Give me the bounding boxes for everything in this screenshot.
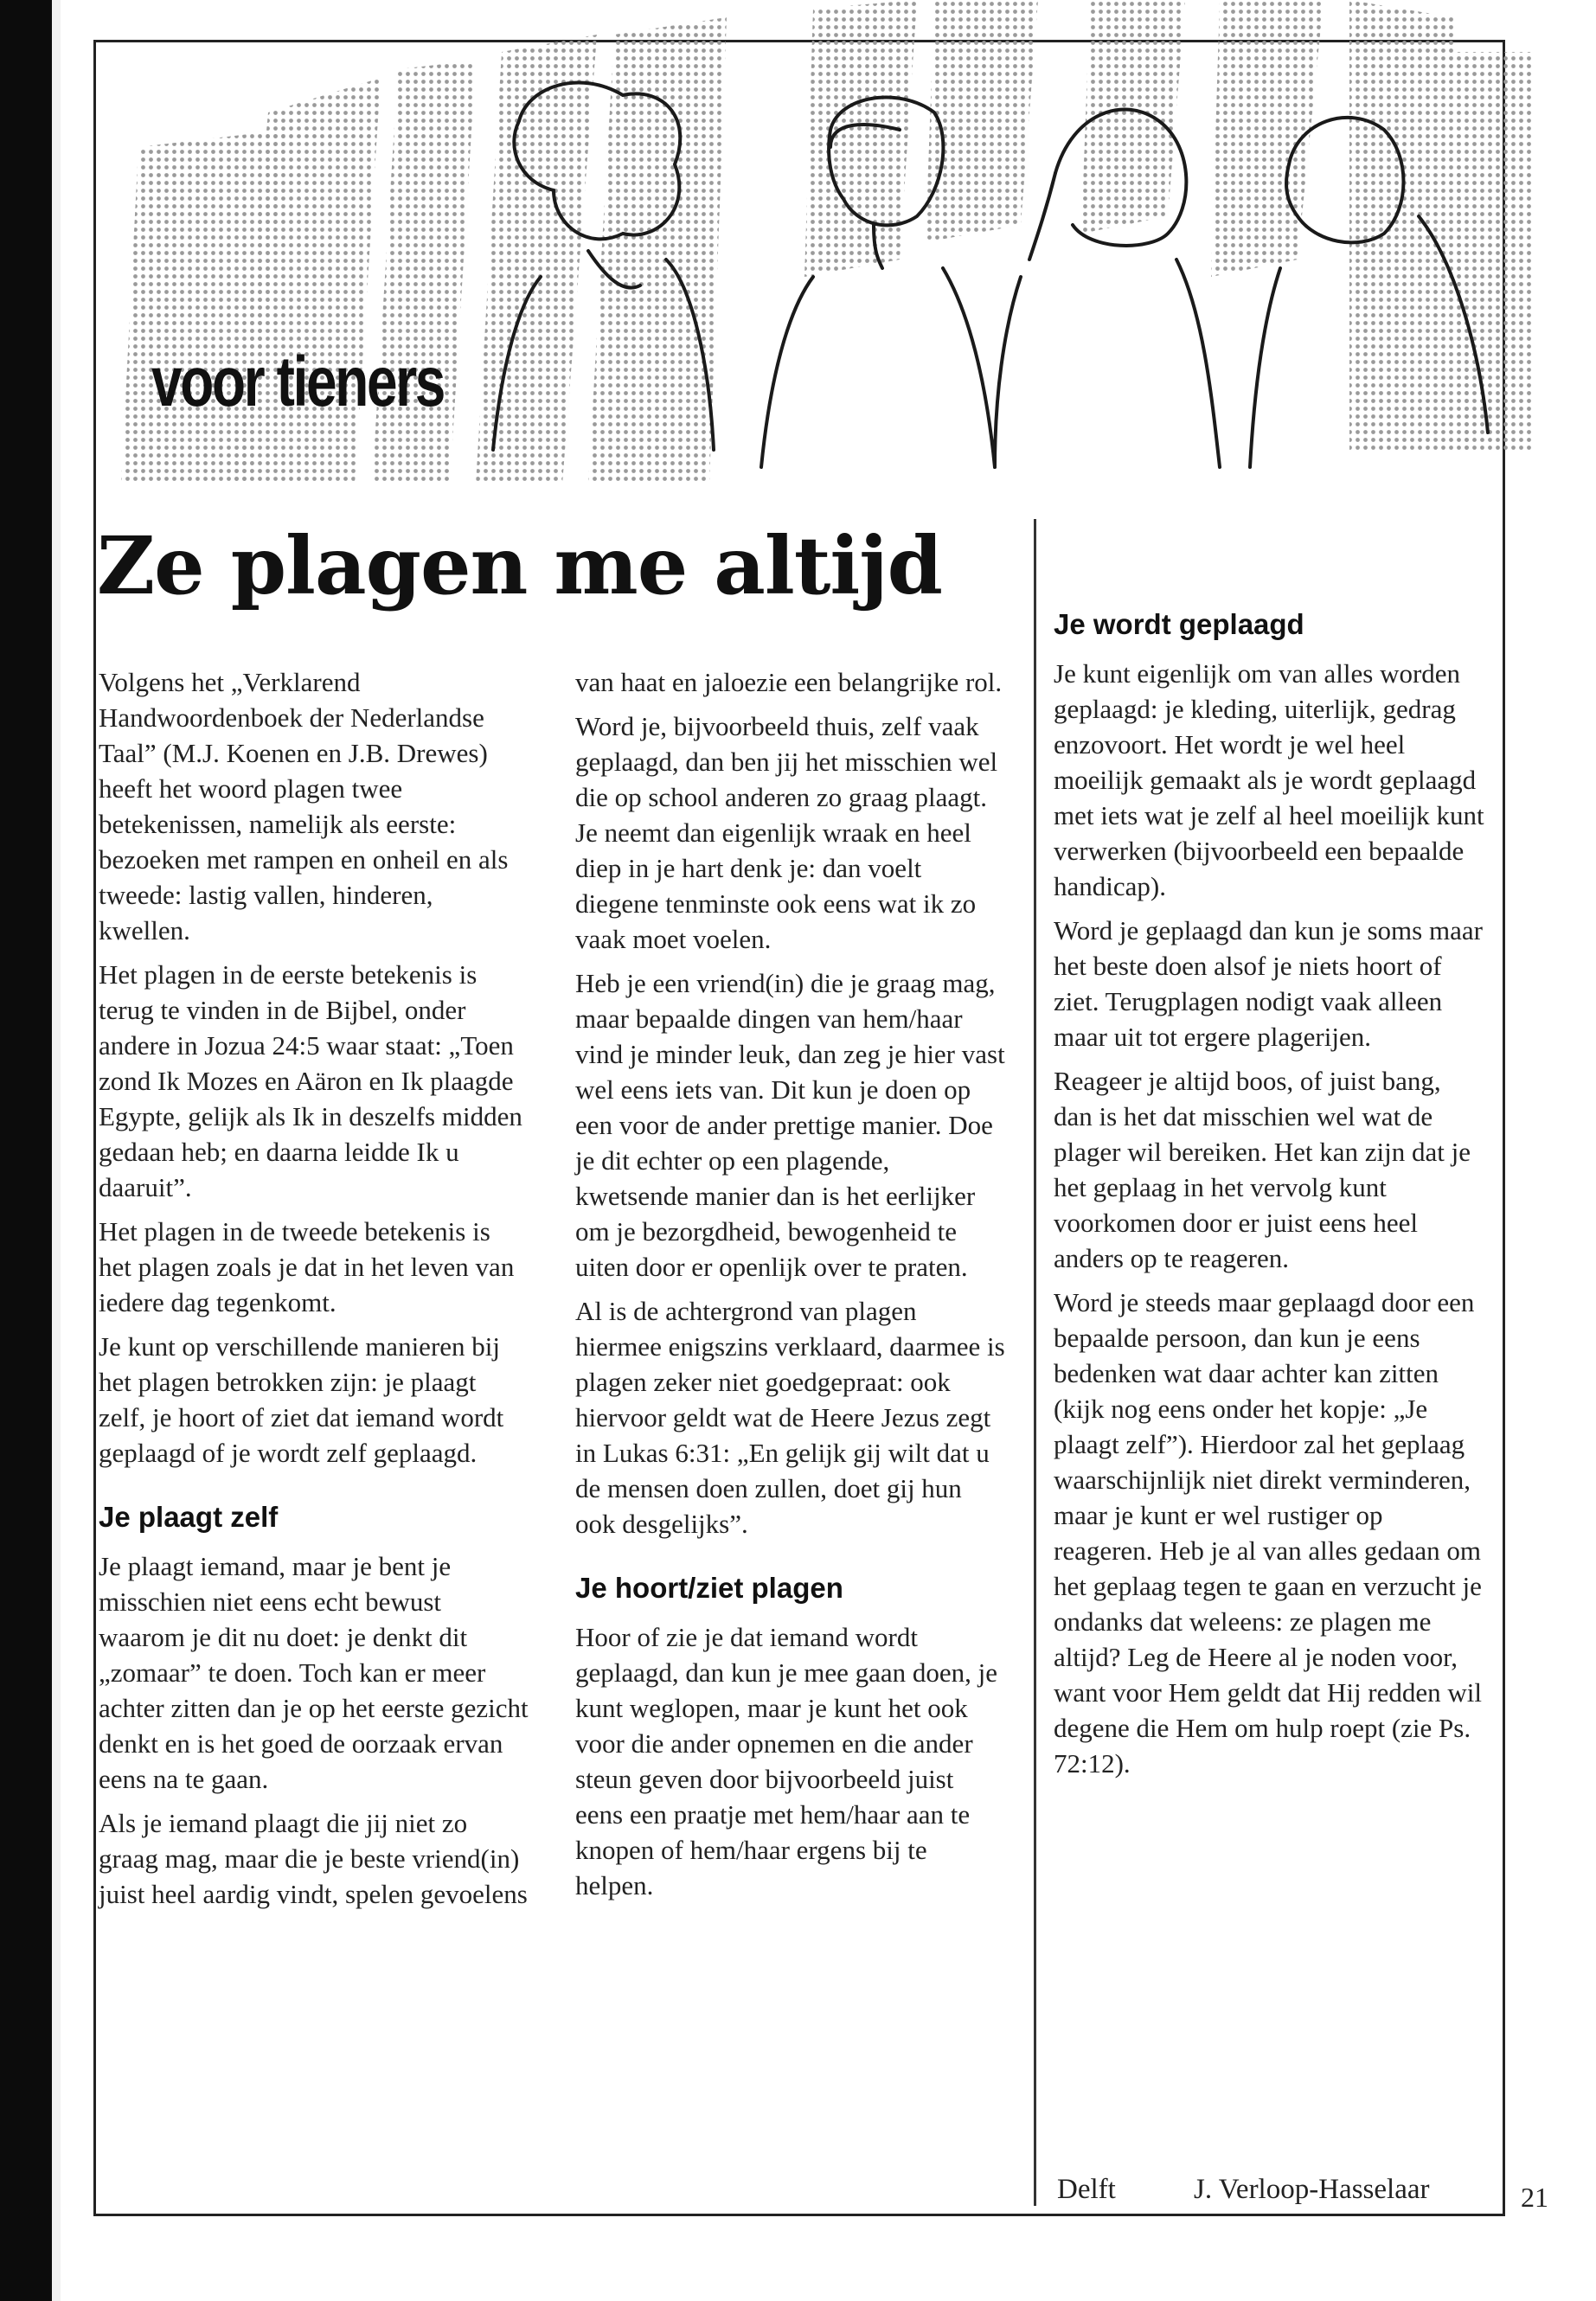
paragraph: Als je iemand plaagt die jij niet zo graag mag, maar die je beste vriend(in) juist heel aardig vindt, spelen gevoelens (99, 1808, 528, 1909)
paragraph: Reageer je altijd boos, of juist bang, dan is het dat misschien wel wat de plager wil bereiken. Het kan zijn dat je het geplaag in het vervolg kunt voorkomen door er juist eens heel anders op te reageren. (1054, 1066, 1471, 1273)
paragraph: Het plagen in de tweede betekenis is het plagen zoals je dat in het leven van iedere dag tegenkomt. (99, 1216, 515, 1317)
signature-city: Delft (1057, 2174, 1116, 2205)
paragraph: Volgens het „Verklarend Handwoordenboek der Nederlandse Taal” (M.J. Koenen en J.B. Drewes) heeft het woord plagen twee betekenissen, namelijk als eerste: bezoeken met rampen en onheil en als tweede: lastig vallen, hinderen, kwellen. (99, 667, 509, 945)
column-2 (575, 664, 1006, 1912)
article-title: Ze plagen me altijd (97, 519, 942, 612)
paragraph: van haat en jaloezie een belangrijke rol. (575, 667, 1003, 697)
subheading-je-hoort-ziet-plagen: Je hoort/ziet plagen (575, 1572, 843, 1604)
signature-author: J. Verloop-Hasselaar (1194, 2174, 1430, 2205)
paragraph: Hoor of zie je dat iemand wordt geplaagd, dan kun je mee gaan doen, je kunt weglopen, maar je kunt het ook voor die ander opnemen en die ander steun geven door bijvoorbeeld juist eens een praatje met hem/haar aan te knopen of hem/haar ergens bij te helpen. (575, 1622, 998, 1900)
column-1 (99, 664, 529, 1920)
paragraph: Al is de achtergrond van plagen hiermee enigszins verklaard, daarmee is plagen zeker niet goedgepraat: ook hiervoor geldt wat de Heere Jezus zegt in Lukas 6:31: „En gelijk gij wilt dat u de mensen doen zullen, doet gij hun ook desgelijks”. (575, 1296, 1005, 1539)
section-label: voor tieners (151, 343, 445, 421)
binding-edge (52, 0, 61, 2301)
column-3 (1054, 608, 1486, 1790)
column-divider (1034, 519, 1036, 2206)
paragraph: Het plagen in de eerste betekenis is terug te vinden in de Bijbel, onder andere in Jozua 24:5 waar staat: „Toen zond Ik Mozes en Aäron en Ik plaagde Egypte, gelijk als Ik in deszelfs midden gedaan heb; en daarna leidde Ik u daaruit”. (99, 959, 522, 1202)
paragraph: Word je geplaagd dan kun je soms maar het beste doen alsof je niets hoort of ziet. Terugplagen nodigt vaak alleen maar uit tot ergere plagerijen. (1054, 915, 1483, 1052)
paragraph: Word je, bijvoorbeeld thuis, zelf vaak geplaagd, dan ben jij het misschien wel die op school anderen zo graag plaagt. Je neemt dan eigenlijk wraak en heel diep in je hart denk je: dan voelt diegene tenminste ook eens wat ik zo vaak moet voelen. (575, 711, 998, 954)
author-signature (1057, 2174, 1429, 2206)
subheading-je-wordt-geplaagd: Je wordt geplaagd (1054, 608, 1304, 640)
paragraph: Je plaagt iemand, maar je bent je misschien niet eens echt bewust waarom je dit nu doet: je denkt dit „zomaar” te doen. Toch kan er meer achter zitten dan je op het eerste gezicht denkt en is het goed de oorzaak ervan eens na te gaan. (99, 1551, 529, 1794)
header-illustration (69, 0, 1540, 502)
subheading-je-plaagt-zelf: Je plaagt zelf (99, 1501, 279, 1533)
page-number: 21 (1521, 2182, 1548, 2213)
paragraph: Word je steeds maar geplaagd door een bepaalde persoon, dan kun je eens bedenken wat daar achter kan zitten (kijk nog eens onder het kopje: „Je plaagt zelf”). Hierdoor zal het geplaag waarschijnlijk niet direkt verminderen, maar je kunt er wel rustiger op reageren. Heb je al van alles gedaan om het geplaag tegen te gaan en verzucht je ondanks dat weleens: ze plagen me altijd? Leg de Heere al je noden voor, want voor Hem geldt dat Hij redden wil degene die Hem om hulp roept (zie Ps. 72:12). (1054, 1287, 1483, 1779)
paragraph: Je kunt eigenlijk om van alles worden geplaagd: je kleding, uiterlijk, gedrag enzovoort. Het wordt je wel heel moeilijk gemaakt als je wordt geplaagd met iets wat je zelf al heel moeilijk kunt verwerken (bijvoorbeeld een bepaalde handicap). (1054, 658, 1484, 901)
paragraph: Je kunt op verschillende manieren bij het plagen betrokken zijn: je plaagt zelf, je hoort of ziet dat iemand wordt geplaagd of je wordt zelf geplaagd. (99, 1331, 504, 1468)
paragraph: Heb je een vriend(in) die je graag mag, maar bepaalde dingen van hem/haar vind je minder leuk, dan zeg je hier vast wel eens iets van. Dit kun je doen op een voor de ander prettige manier. Doe je dit echter op een plagende, kwetsende manier dan is het eerlijker om je bezorgdheid, bewogenheid te uiten door er openlijk over te praten. (575, 968, 1005, 1282)
binding-spine (0, 0, 52, 2301)
